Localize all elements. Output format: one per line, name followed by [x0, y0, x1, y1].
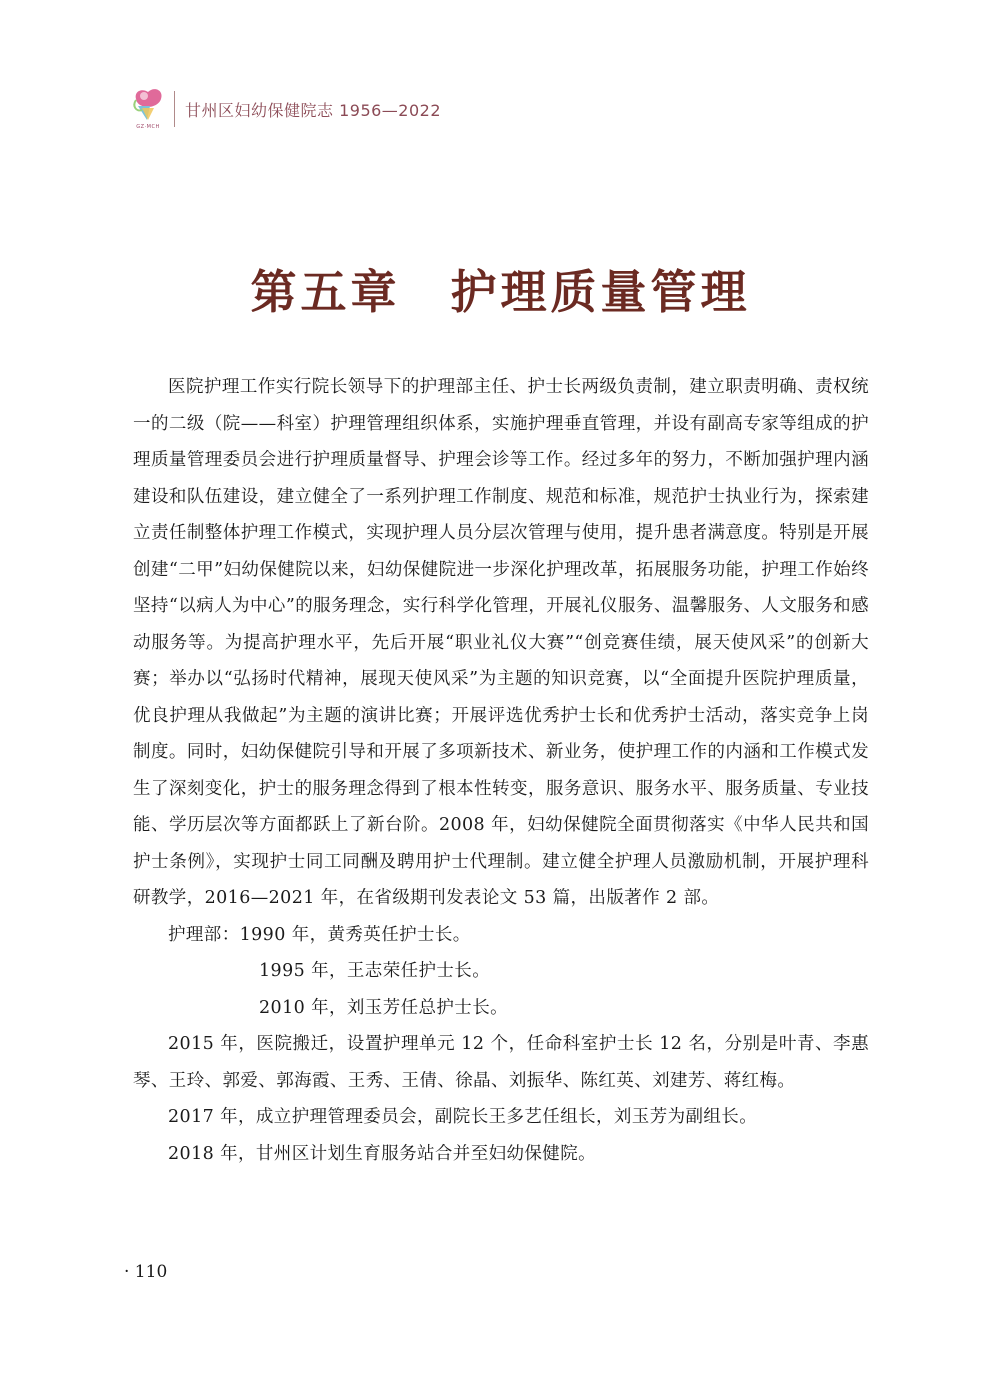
paragraph: 护理部：1990 年，黄秀英任护士长。 [168, 924, 471, 945]
body-text [133, 369, 869, 1172]
header-divider [174, 91, 175, 127]
chapter-title: 护理质量管理 [450, 265, 751, 319]
hospital-logo [128, 86, 168, 132]
paragraph: 医院护理工作实行院长领导下的护理部主任、护士长两级负责制，建立职责明确、责权统一的二级（院——科室）护理管理组织体系，实施护理垂直管理，并设有副高专家等组成的护理质量管理委员会进行护理质量督导、护理会诊等工作。经过多年的努力，不断加强护理内涵建设和队伍建设，建立健全了一系列护理工作制度、规范和标准，规范护士执业行为，探索建立责任制整体护理工作模式，实现护理人员分层次管理与使用，提升患者满意度。特别是开展创建“二甲”妇幼保健院以来，妇幼保健院进一步深化护理改革，拓展服务功能，护理工作始终坚持“以病人为中心”的服务理念，实行科学化管理，开展礼仪服务、温馨服务、人文服务和感动服务等。为提高护理水平，先后开展“职业礼仪大赛”“创竞赛佳绩，展天使风采”的创新大赛；举办以“弘扬时代精神，展现天使风采”为主题的知识竞赛，以“全面提升医院护理质量，优良护理从我做起”为主题的演讲比赛；开展评选优秀护士长和优秀护士活动，落实竞争上岗制度。同时，妇幼保健院引导和开展了多项新技术、新业务，使护理工作的内涵和工作模式发生了深刻变化，护士的服务理念得到了根本性转变，服务意识、服务水平、服务质量、专业技能、学历层次等方面都跃上了新台阶。2008 年，妇幼保健院全面贯彻落实《中华人民共和国护士条例》，实现护士同工同酬及聘用护士代理制。建立健全护理人员激励机制，开展护理科研教学，2016—2021 年，在省级期刊发表论文 53 篇，出版著作 2 部。 [133, 377, 869, 908]
paragraph: 2017 年，成立护理管理委员会，副院长王多艺任组长，刘玉芳为副组长。 [168, 1107, 758, 1127]
indented-line: 2010 年，刘玉芳任总护士长。 [259, 997, 508, 1018]
paragraph: 2015 年，医院搬迁，设置护理单元 12 个，任命科室护士长 12 名，分别是叶青、李惠琴、王玲、郭爱、郭海霞、王秀、王倩、徐晶、刘振华、陈红英、刘建芳、蒋红梅。 [133, 1034, 869, 1091]
chapter-heading [0, 256, 1001, 322]
page-header [128, 84, 441, 134]
page-number: · 110 [124, 1262, 168, 1282]
indented-line: 1995 年，王志荣任护士长。 [259, 961, 491, 981]
book-title: 甘州区妇幼保健院志 1956—2022 [185, 100, 442, 120]
chapter-number: 第五章 [250, 265, 401, 319]
paragraph: 2018 年，甘州区计划生育服务站合并至妇幼保健院。 [168, 1143, 596, 1164]
logo-emblem-icon [128, 86, 168, 124]
logo-caption: GZ·MCH [136, 124, 160, 130]
